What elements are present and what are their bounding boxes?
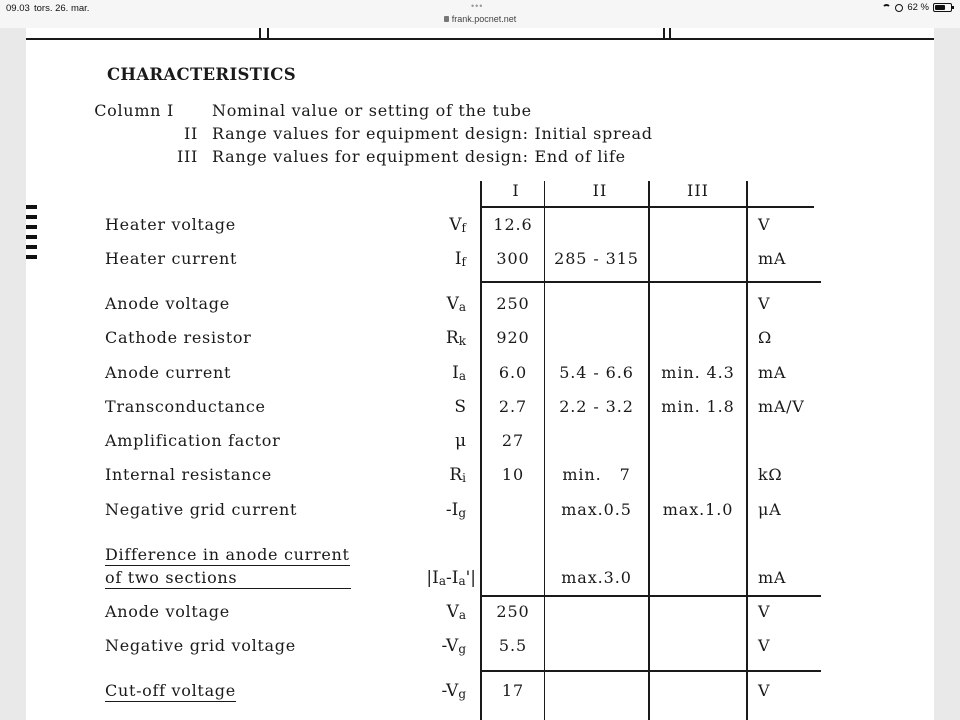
col-header-II: II xyxy=(592,181,608,200)
row-value-I: 5.5 xyxy=(498,636,528,655)
tab-dots-handle[interactable]: ••• xyxy=(471,1,484,11)
row-unit: V xyxy=(758,681,771,700)
row-symbol: $R_i$ xyxy=(449,465,466,485)
url-text: frank.pocnet.net xyxy=(451,14,517,24)
binding-marks xyxy=(26,205,37,265)
section-rule xyxy=(480,595,821,597)
row-symbol: $V_a$ xyxy=(446,294,466,314)
row-value-I: 6.0 xyxy=(498,363,528,382)
header-rule xyxy=(480,206,814,208)
row-symbol: $I_f$ xyxy=(454,249,466,269)
row-label-line2: of two sections xyxy=(105,568,351,589)
row-symbol: $R_k$ xyxy=(445,328,466,348)
lock-icon xyxy=(444,16,449,22)
top-rule xyxy=(26,38,934,40)
row-label: Cathode resistor xyxy=(105,328,252,347)
col-rule xyxy=(648,181,650,720)
row-label: Negative grid current xyxy=(105,500,298,519)
row-label: Cut-off voltage xyxy=(105,681,236,700)
legend-col-III: III xyxy=(176,147,198,166)
legend-col-II: II xyxy=(183,124,198,143)
row-value-I: 12.6 xyxy=(493,215,533,234)
row-value-I: 300 xyxy=(496,249,530,268)
row-label: Amplification factor xyxy=(105,431,281,450)
row-value-II: 5.4 - 6.6 xyxy=(559,363,634,382)
row-label: Transconductance xyxy=(105,397,266,416)
battery-percent: 62 % xyxy=(907,2,929,13)
frame-tick xyxy=(669,28,671,40)
row-unit: mA/V xyxy=(758,397,805,416)
row-symbol: $|I_a-I_a'|$ xyxy=(426,568,476,588)
row-symbol: $V_f$ xyxy=(449,215,466,235)
wifi-icon xyxy=(882,4,891,11)
status-icons xyxy=(882,2,952,13)
row-unit: kΩ xyxy=(758,465,783,484)
status-bar xyxy=(0,0,960,28)
row-unit: μA xyxy=(758,500,782,519)
row-value-I: 17 xyxy=(501,681,525,700)
row-unit: Ω xyxy=(758,328,772,347)
row-symbol: $-V_g$ xyxy=(441,636,466,656)
section-rule xyxy=(480,670,821,672)
row-value-I: 27 xyxy=(501,431,525,450)
row-value-III: min. 1.8 xyxy=(661,397,735,416)
clock: 09.03 xyxy=(6,3,30,14)
legend-text-I: Nominal value or setting of the tube xyxy=(212,101,532,120)
battery-icon xyxy=(933,3,952,12)
col-header-III: III xyxy=(687,181,709,200)
row-value-I: 2.7 xyxy=(498,397,528,416)
row-value-II: 2.2 - 3.2 xyxy=(559,397,634,416)
row-label: Anode voltage xyxy=(105,294,230,313)
legend-text-III: Range values for equipment design: End of life xyxy=(212,147,626,166)
row-value-I: 250 xyxy=(496,602,530,621)
col-rule xyxy=(746,181,748,720)
row-label: Difference in anode current xyxy=(105,545,350,564)
row-value-I: 250 xyxy=(496,294,530,313)
row-unit: V xyxy=(758,602,771,621)
row-symbol: $-I_g$ xyxy=(445,500,466,520)
row-value-III: max.1.0 xyxy=(662,500,734,519)
document-page xyxy=(26,28,934,720)
row-value-I: 920 xyxy=(496,328,530,347)
row-unit: mA xyxy=(758,568,787,587)
frame-tick xyxy=(267,28,269,40)
row-value-II: max.0.5 xyxy=(561,500,632,519)
row-value-II: min. 7 xyxy=(562,465,631,484)
row-symbol: $-V_g$ xyxy=(441,681,466,701)
row-unit: V xyxy=(758,294,771,313)
row-label: Heater voltage xyxy=(105,215,236,234)
row-label: Anode current xyxy=(105,363,232,382)
date: tors. 26. mar. xyxy=(34,3,90,14)
row-symbol: S xyxy=(454,397,466,417)
row-value-I: 10 xyxy=(501,465,525,484)
legend-col-I: Column I xyxy=(94,101,174,120)
legend-text-II: Range values for equipment design: Initial spread xyxy=(212,124,653,143)
row-unit: V xyxy=(758,636,771,655)
row-symbol: μ xyxy=(454,431,466,451)
row-label: Heater current xyxy=(105,249,238,268)
row-value-II: max.3.0 xyxy=(561,568,632,587)
section-rule xyxy=(480,281,821,283)
frame-tick xyxy=(663,28,665,40)
row-unit: V xyxy=(758,215,771,234)
page-title: CHARACTERISTICS xyxy=(107,65,296,84)
row-value-II: 285 - 315 xyxy=(554,249,639,268)
row-symbol: $I_a$ xyxy=(452,363,466,383)
row-unit: mA xyxy=(758,249,787,268)
row-unit: mA xyxy=(758,363,787,382)
location-icon xyxy=(895,4,903,12)
row-value-III: min. 4.3 xyxy=(661,363,735,382)
address-bar[interactable] xyxy=(0,14,960,24)
col-header-I: I xyxy=(512,181,520,200)
frame-tick xyxy=(259,28,261,40)
row-symbol: $V_a$ xyxy=(446,602,466,622)
row-label: Negative grid voltage xyxy=(105,636,296,655)
row-label: Anode voltage xyxy=(105,602,230,621)
row-label: Internal resistance xyxy=(105,465,272,484)
